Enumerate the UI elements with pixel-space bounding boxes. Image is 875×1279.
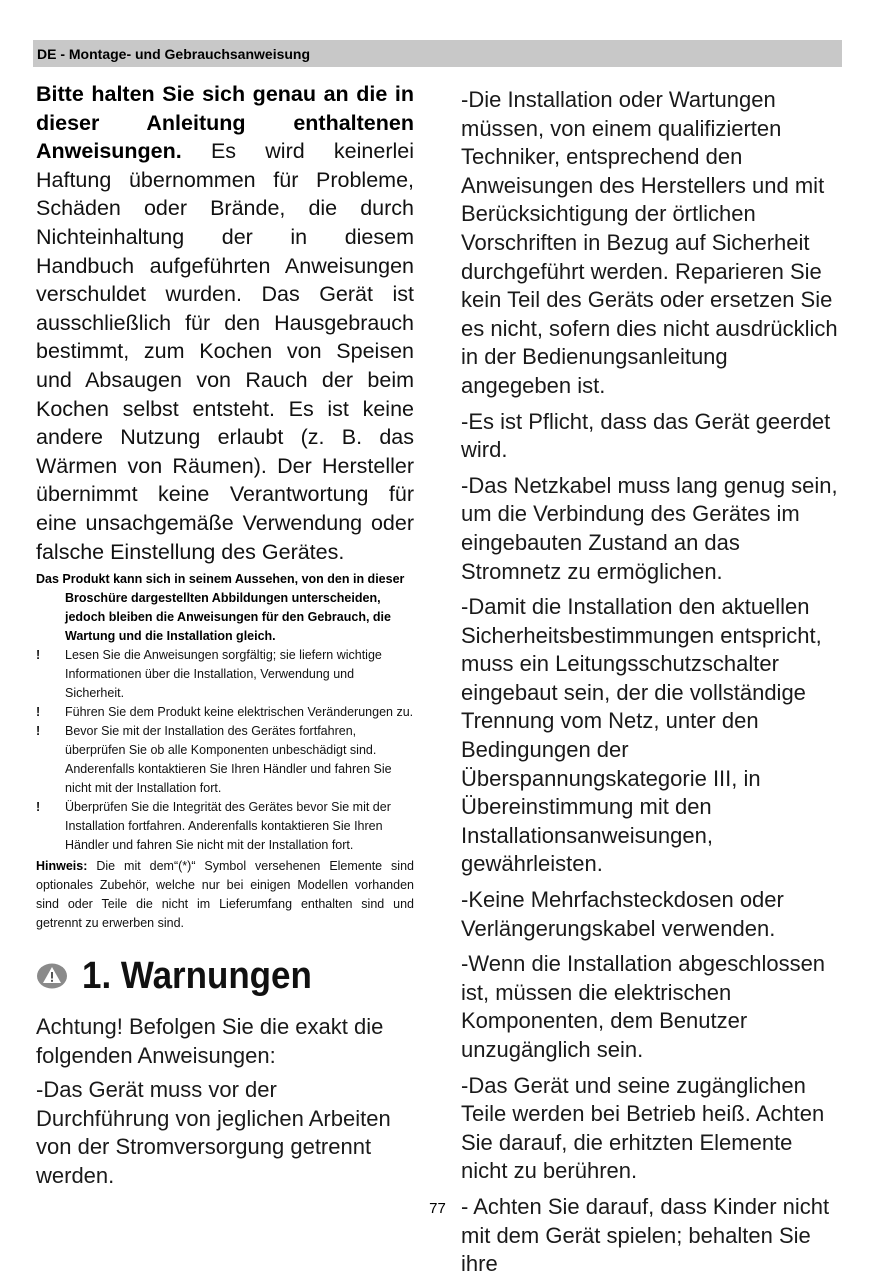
- notice-item: [36, 798, 414, 855]
- header-title: DE - Montage- und Gebrauchsanweisung: [37, 46, 311, 62]
- exclamation-marker: !: [36, 724, 41, 739]
- notice-text: Lesen Sie die Anweisungen sorgfältig; sie liefern wichtige Informationen über die Installation, Verwendung und Sicherheit.: [65, 648, 382, 701]
- exclamation-marker: !: [36, 800, 41, 815]
- warning-paragraph: -Das Gerät muss vor der Durchführung von jeglichen Arbeiten von der Stromversorgung getrennt werden.: [36, 1077, 391, 1189]
- notice-text: Überprüfen Sie die Integrität des Gerätes bevor Sie mit der Installation fortfahren. Anderenfalls kontaktieren Sie Ihren Händler und fahren Sie nicht mit der Installation fort.: [65, 800, 391, 853]
- warning-paragraph: -Es ist Pflicht, dass das Gerät geerdet wird.: [461, 408, 831, 463]
- warning-paragraph: -Die Installation oder Wartungen müssen, von einem qualifizierten Techniker, entsprechend den Anweisungen des Herstellers und mit Berücksichtigung der örtlichen Vorschriften in Bezug auf Sicherheit durchgeführt werden. Reparieren Sie kein Teil des Geräts oder ersetzen Sie es nicht, sofern dies nicht ausdrücklich in der Bedienungsanleitung angegeben ist.: [461, 87, 838, 398]
- hint-label: Hinweis:: [36, 859, 88, 874]
- warning-paragraph: -Damit die Installation den aktuellen Sicherheitsbestimmungen entspricht, muss ein Leitungsschutzschalter eingebaut sein, der die vollständige Trennung vom Netz, unter den Bedingungen der Überspannungskategorie III, in Übereinstimmung mit den Installationsanweisungen, gewährleisten.: [461, 594, 822, 877]
- intro-bold-text: Bitte halten Sie sich genau an die in dieser Anleitung enthaltenen Anweisungen.: [36, 82, 414, 164]
- section-title: 1. Warnungen: [82, 954, 312, 997]
- warning-paragraph: -Das Gerät und seine zugänglichen Teile werden bei Betrieb heiß. Achten Sie darauf, die erhitzten Elemente nicht zu berühren.: [461, 1072, 825, 1184]
- notice-text: Bevor Sie mit der Installation des Gerätes fortfahren, überprüfen Sie ob alle Komponenten unbeschädigt sind. Anderenfalls kontaktieren Sie Ihren Händler und fahren Sie nicht mit der Installation fort.: [65, 724, 392, 796]
- warning-paragraph: Achtung! Befolgen Sie die exakt die folgenden Anweisungen:: [36, 1014, 384, 1068]
- section-heading: [36, 951, 414, 1001]
- hint-paragraph: [36, 857, 414, 933]
- notice-list: [36, 646, 414, 855]
- page-header: [33, 40, 842, 67]
- exclamation-marker: !: [36, 648, 41, 663]
- hint-text: Die mit dem“(*)“ Symbol versehenen Elemente sind optionales Zubehör, welche nur bei einigen Modellen vorhanden sind oder Teile die nicht im Lieferumfang enthalten sind und getrennt zu erwerben sind.: [36, 859, 414, 931]
- page-number: 77: [429, 1200, 446, 1217]
- left-column: [36, 80, 414, 1191]
- notice-text: Führen Sie dem Produkt keine elektrischen Veränderungen zu.: [65, 705, 414, 720]
- notice-item: [36, 646, 414, 703]
- intro-text: Es wird keinerlei Haftung übernommen für Probleme, Schäden oder Brände, die durch Nichteinhaltung der in diesem Handbuch aufgeführten Anweisungen verschuldet wurden. Das Gerät ist ausschließlich für den Hausgebrauch bestimmt, zum Kochen von Speisen und Absaugen von Rauch der beim Kochen selbst entsteht. Es ist keine andere Nutzung erlaubt (z. B. das Wärmen von Räumen). Der Hersteller übernimmt keine Verantwortung für eine unsachgemäße Verwendung oder falsche Einstellung des Gerätes.: [36, 139, 414, 564]
- warning-paragraph: -Keine Mehrfachsteckdosen oder Verlängerungskabel verwenden.: [461, 887, 784, 941]
- product-note: Das Produkt kann sich in seinem Aussehen, von den in dieser Broschüre dargestellten Abbildungen unterscheiden, jedoch bleiben die Anweisungen für den Gebrauch, die Wartung und die Installation gleich.: [36, 572, 405, 644]
- warning-paragraph: -Wenn die Installation abgeschlossen ist, müssen die elektrischen Komponenten, dem Benutzer unzugänglich sein.: [461, 951, 826, 1062]
- exclamation-marker: !: [36, 705, 41, 720]
- right-column: [461, 86, 843, 1279]
- notice-item: [36, 703, 414, 722]
- intro-paragraph: [36, 80, 414, 566]
- warning-icon: [36, 962, 68, 990]
- warning-paragraph: - Achten Sie darauf, dass Kinder nicht mit dem Gerät spielen; behalten Sie ihre: [461, 1193, 830, 1277]
- notice-item: [36, 722, 414, 798]
- warning-paragraph: -Das Netzkabel muss lang genug sein, um die Verbindung des Gerätes im eingebauten Zustand an das Stromnetz zu ermöglichen.: [461, 472, 838, 584]
